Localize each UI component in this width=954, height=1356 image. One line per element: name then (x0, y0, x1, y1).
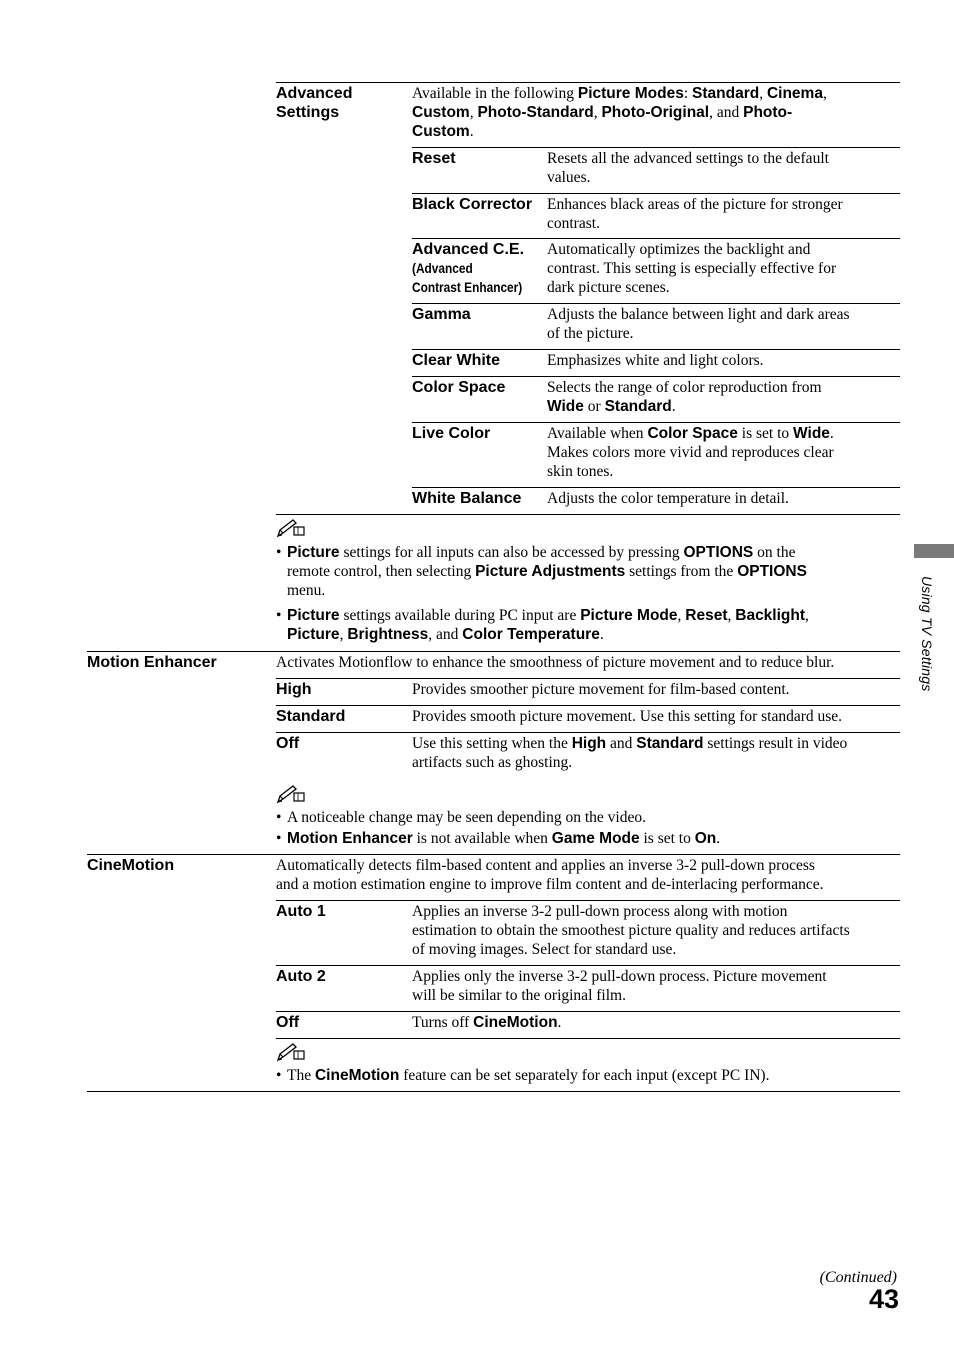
color-space-label: Color Space (412, 379, 506, 396)
rule (276, 705, 900, 706)
advanced-ce-label: Advanced C.E. (Advanced Contrast Enhancer) (412, 241, 525, 295)
off-label: Off (276, 735, 300, 752)
rule (276, 1011, 900, 1012)
rule (412, 487, 900, 488)
off-desc: Use this setting when the High and Standard settings result in video artifacts such as ghosting. (412, 735, 848, 771)
motion-enhancer-intro: Activates Motionflow to enhance the smoothness of picture movement and to reduce blur. (276, 654, 835, 671)
high-desc: Provides smoother picture movement for film-based content. (412, 681, 790, 698)
rule (276, 965, 900, 966)
rule (412, 349, 900, 350)
advanced-ce-sub2: Contrast Enhancer) (412, 280, 523, 295)
auto2-label: Auto 2 (276, 968, 326, 985)
advanced-ce-desc: Automatically optimizes the backlight and contrast. This setting is especially effective for dark picture scenes. (547, 241, 837, 296)
bullet-dot: • (276, 607, 282, 624)
standard-desc: Provides smooth picture movement. Use this setting for standard use. (412, 708, 843, 725)
high-label: High (276, 681, 312, 698)
cinemotion-intro: Automatically detects film-based content and applies an inverse 3-2 pull-down process and a motion estimation engine to improve film content and de-interlacing performance. (276, 857, 824, 893)
rule-top (276, 82, 900, 83)
rule (276, 514, 900, 515)
white-balance-label: White Balance (412, 490, 522, 507)
rule (412, 303, 900, 304)
black-corrector-desc: Enhances black areas of the picture for stronger contrast. (547, 196, 843, 232)
rule (276, 678, 900, 679)
clear-white-desc: Emphasizes white and light colors. (547, 352, 764, 369)
black-corrector-label: Black Corrector (412, 196, 533, 213)
page-number: 43 (868, 1284, 899, 1314)
reset-label: Reset (412, 150, 456, 167)
rule-bottom (87, 1091, 900, 1092)
white-balance-desc: Adjusts the color temperature in detail. (547, 490, 789, 507)
section-side-label: Using TV Settings (919, 576, 935, 692)
cinemotion-title: CineMotion (87, 857, 175, 874)
rule (276, 900, 900, 901)
rule (276, 732, 900, 733)
rule (412, 238, 900, 239)
auto1-desc: Applies an inverse 3-2 pull-down process along with motion estimation to obtain the smoothest picture quality and reduces artifacts of moving images. Select for standard use. (412, 903, 850, 958)
cinemotion-off-desc: Turns off CineMotion. (412, 1014, 562, 1031)
note-pencil-icon (276, 784, 306, 804)
bullet-dot: • (276, 544, 282, 561)
gamma-label: Gamma (412, 306, 471, 323)
rule (412, 147, 900, 148)
live-color-desc: Available when Color Space is set to Wide. Makes colors more vivid and reproduces clear skin tones. (547, 425, 834, 480)
reset-desc: Resets all the advanced settings to the default values. (547, 150, 829, 186)
cinemotion-off-label: Off (276, 1014, 300, 1031)
standard-label: Standard (276, 708, 346, 725)
gamma-desc: Adjusts the balance between light and dark areas of the picture. (547, 306, 850, 342)
rule (87, 854, 900, 855)
bullet-dot: • (276, 830, 282, 847)
live-color-label: Live Color (412, 425, 491, 442)
advanced-ce-sub1: (Advanced (412, 261, 473, 276)
color-space-desc: Selects the range of color reproduction from Wide or Standard. (547, 379, 822, 415)
continued-label: (Continued) (819, 1269, 897, 1286)
auto2-desc: Applies only the inverse 3-2 pull-down process. Picture movement will be similar to the original film. (412, 968, 827, 1004)
clear-white-label: Clear White (412, 352, 501, 369)
rule (276, 1038, 900, 1039)
section-tab-marker (914, 544, 954, 558)
note-pencil-icon (276, 518, 306, 538)
note-pencil-icon (276, 1042, 306, 1062)
advanced-settings-intro: Available in the following Picture Modes: Standard, Cinema, Custom, Photo-Standard, Photo-Original, and Photo- Custom. (412, 85, 827, 140)
auto1-label: Auto 1 (276, 903, 326, 920)
bullet-dot: • (276, 809, 282, 826)
bullet-dot: • (276, 1067, 282, 1084)
rule (412, 376, 900, 377)
rule (412, 422, 900, 423)
rule (87, 651, 900, 652)
advanced-settings-title: Advanced Settings (276, 85, 353, 121)
rule (412, 193, 900, 194)
motion-enhancer-title: Motion Enhancer (87, 654, 217, 671)
